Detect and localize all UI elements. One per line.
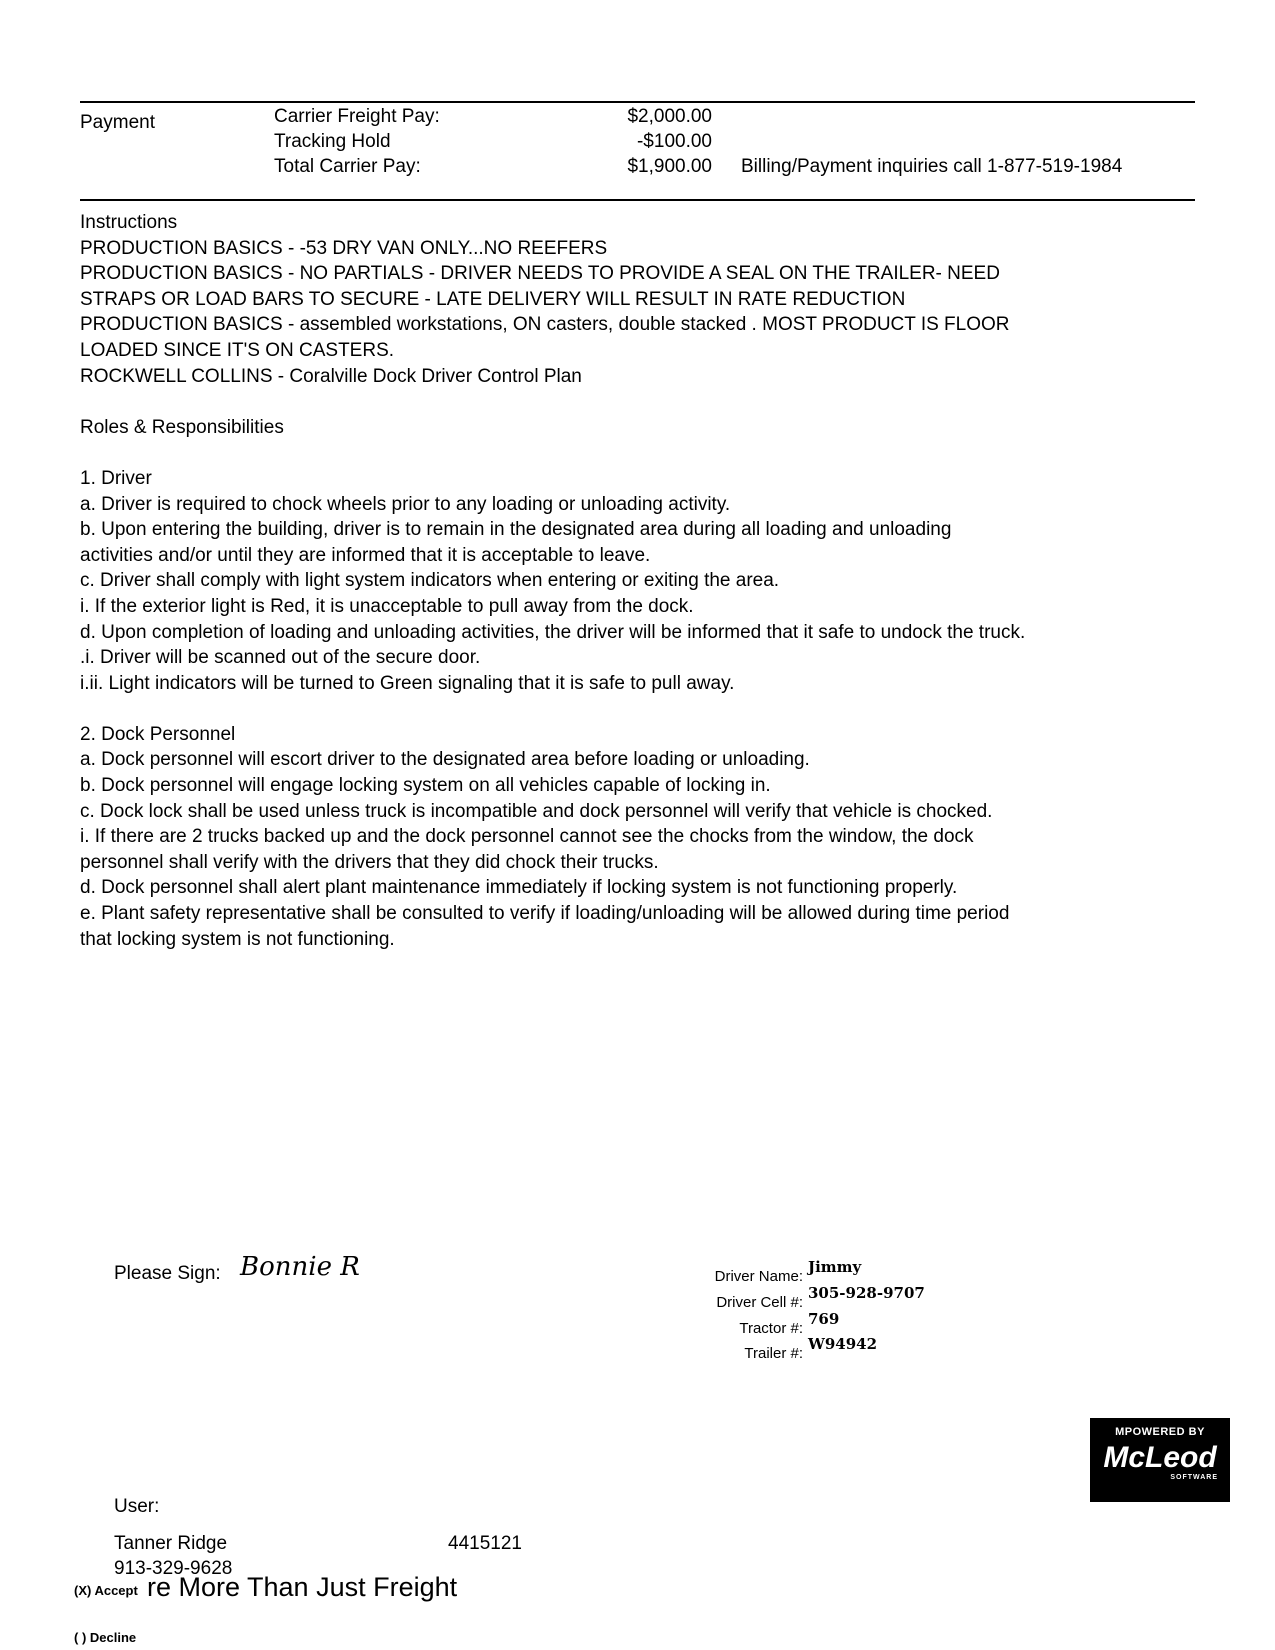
instructions-line: PRODUCTION BASICS - assembled workstations, ON casters, double stacked . MOST PRODUCT IS FLOOR bbox=[80, 314, 1010, 336]
tracking-hold-amount: -$100.00 bbox=[636, 131, 712, 152]
instructions-line: that locking system is not functioning. bbox=[80, 928, 395, 950]
logo-top-text: MPOWERED BY bbox=[1115, 1426, 1205, 1438]
tractor-number-label: Tractor #: bbox=[739, 1320, 803, 1337]
tracking-hold-label: Tracking Hold bbox=[274, 131, 391, 152]
instructions-line: a. Dock personnel will escort driver to the designated area before loading or unloading. bbox=[80, 749, 810, 771]
instructions-line: i.ii. Light indicators will be turned to Green signaling that it is safe to pull away. bbox=[80, 672, 735, 694]
driver-cell-value: 305-928-9707 bbox=[808, 1284, 925, 1302]
instructions-line: d. Dock personnel shall alert plant maintenance immediately if locking system is not functioning properly. bbox=[80, 877, 958, 899]
instructions-line: b. Upon entering the building, driver is to remain in the designated area during all loading and unloading bbox=[80, 519, 952, 541]
instructions-line: PRODUCTION BASICS - -53 DRY VAN ONLY...NO REEFERS bbox=[80, 237, 608, 259]
instructions-line: e. Plant safety representative shall be consulted to verify if loading/unloading will be allowed during time period bbox=[80, 903, 1010, 925]
instructions-line: PRODUCTION BASICS - NO PARTIALS - DRIVER NEEDS TO PROVIDE A SEAL ON THE TRAILER- NEED bbox=[80, 263, 1000, 285]
instructions-line: d. Upon completion of loading and unloading activities, the driver will be informed that it safe to undock the truck. bbox=[80, 621, 1026, 643]
user-id: 4415121 bbox=[448, 1533, 522, 1554]
instructions-block bbox=[80, 210, 1210, 952]
instructions-line: LOADED SINCE IT'S ON CASTERS. bbox=[80, 339, 395, 361]
mcleod-logo bbox=[1090, 1418, 1230, 1502]
instructions-line: .i. Driver will be scanned out of the secure door. bbox=[80, 647, 481, 669]
trailer-number-value: W94942 bbox=[808, 1335, 878, 1353]
instructions-line: c. Driver shall comply with light system indicators when entering or exiting the area. bbox=[80, 570, 780, 592]
top-divider bbox=[80, 101, 1195, 103]
logo-sub-text: SOFTWARE bbox=[1170, 1474, 1218, 1481]
payment-divider bbox=[80, 199, 1195, 201]
instructions-line: Roles & Responsibilities bbox=[80, 416, 284, 438]
user-name: Tanner Ridge bbox=[114, 1533, 228, 1554]
slogan: re More Than Just Freight bbox=[147, 1572, 458, 1602]
accept-option[interactable]: (X) Accept bbox=[74, 1583, 138, 1598]
total-carrier-pay-label: Total Carrier Pay: bbox=[274, 156, 421, 177]
driver-name-value: Jimmy bbox=[808, 1258, 862, 1276]
logo-main-text: McLeod bbox=[1103, 1441, 1217, 1474]
instructions-line: i. If there are 2 trucks backed up and the dock personnel cannot see the chocks from the window, the dock bbox=[80, 826, 974, 848]
instructions-line: a. Driver is required to chock wheels prior to any loading or unloading activity. bbox=[80, 493, 731, 515]
instructions-line: STRAPS OR LOAD BARS TO SECURE - LATE DELIVERY WILL RESULT IN RATE REDUCTION bbox=[80, 288, 906, 310]
instructions-line: b. Dock personnel will engage locking system on all vehicles capable of locking in. bbox=[80, 775, 771, 797]
trailer-number-label: Trailer #: bbox=[744, 1345, 803, 1362]
instructions-line: personnel shall verify with the drivers that they did chock their trucks. bbox=[80, 851, 659, 873]
carrier-freight-pay-amount: $2,000.00 bbox=[627, 106, 712, 127]
decline-option[interactable]: ( ) Decline bbox=[74, 1630, 137, 1645]
please-sign-label: Please Sign: bbox=[114, 1263, 221, 1284]
instructions-line: 1. Driver bbox=[80, 467, 152, 489]
user-phone: 913-329-9628 bbox=[114, 1558, 233, 1579]
instructions-line: ROCKWELL COLLINS - Coralville Dock Driver Control Plan bbox=[80, 365, 582, 387]
tractor-number-value: 769 bbox=[808, 1310, 840, 1328]
instructions-line bbox=[80, 696, 1210, 722]
billing-note: Billing/Payment inquiries call 1-877-519-1984 bbox=[741, 156, 1123, 177]
instructions-line bbox=[80, 440, 1210, 466]
driver-cell-label: Driver Cell #: bbox=[716, 1294, 803, 1311]
payment-section-label: Payment bbox=[80, 112, 155, 133]
instructions-line: i. If the exterior light is Red, it is unacceptable to pull away from the dock. bbox=[80, 595, 694, 617]
instructions-line: 2. Dock Personnel bbox=[80, 723, 236, 745]
total-carrier-pay-amount: $1,900.00 bbox=[627, 156, 712, 177]
user-label: User: bbox=[114, 1496, 160, 1517]
instructions-line bbox=[80, 389, 1210, 415]
instructions-line: c. Dock lock shall be used unless truck is incompatible and dock personnel will verify that vehicle is chocked. bbox=[80, 800, 993, 822]
instructions-line: Instructions bbox=[80, 212, 178, 233]
driver-name-label: Driver Name: bbox=[714, 1268, 803, 1285]
carrier-freight-pay-label: Carrier Freight Pay: bbox=[274, 106, 440, 127]
signature-field[interactable]: Bonnie R bbox=[240, 1252, 360, 1282]
instructions-line: activities and/or until they are informed that it is acceptable to leave. bbox=[80, 544, 651, 566]
